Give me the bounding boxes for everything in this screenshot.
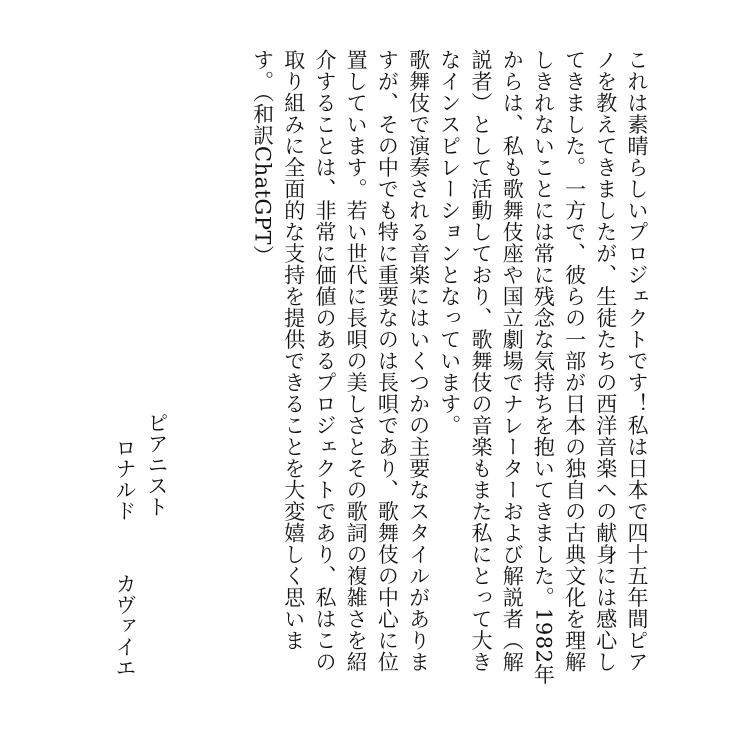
letter-paragraph-1: これは素晴らしいプロジェクトです！私は日本で四十五年間ピアノを教えてきましたが、生徒たちの西洋音楽への献身には感心してきました。一方で、彼らの一部が日本の独自の古典文化を理解しきれないことには常に残念な気持ちを抱いてきました。1982年からは、私も歌舞伎座や国立劇場でナレーターおよび解説者（解説者）として活動しており、歌舞伎の音楽もまた私にとって大きなインスピレーションとなっています。 [437, 49, 649, 685]
letter-body [246, 49, 652, 689]
signature-name [109, 437, 140, 678]
letter-paragraph-2: 歌舞伎で演奏される音楽にはいくつかの主要なスタイルがありますが、その中でも特に重要なのは長唄であり、歌舞伎の中心に位置しています。若い世代に長唄の美しさとその歌詞の複雑さを紹介することは、非常に価値のあるプロジェクトであり、私はこの取り組みに全面的な支持を提供できることを大変嬉しく思います。（和訳ChatGPT） [250, 49, 431, 673]
signature-family-name: カヴァイエ [113, 573, 137, 678]
signature-role: ピアニスト [145, 412, 169, 517]
signature-given-name: ロナルド [113, 437, 137, 521]
